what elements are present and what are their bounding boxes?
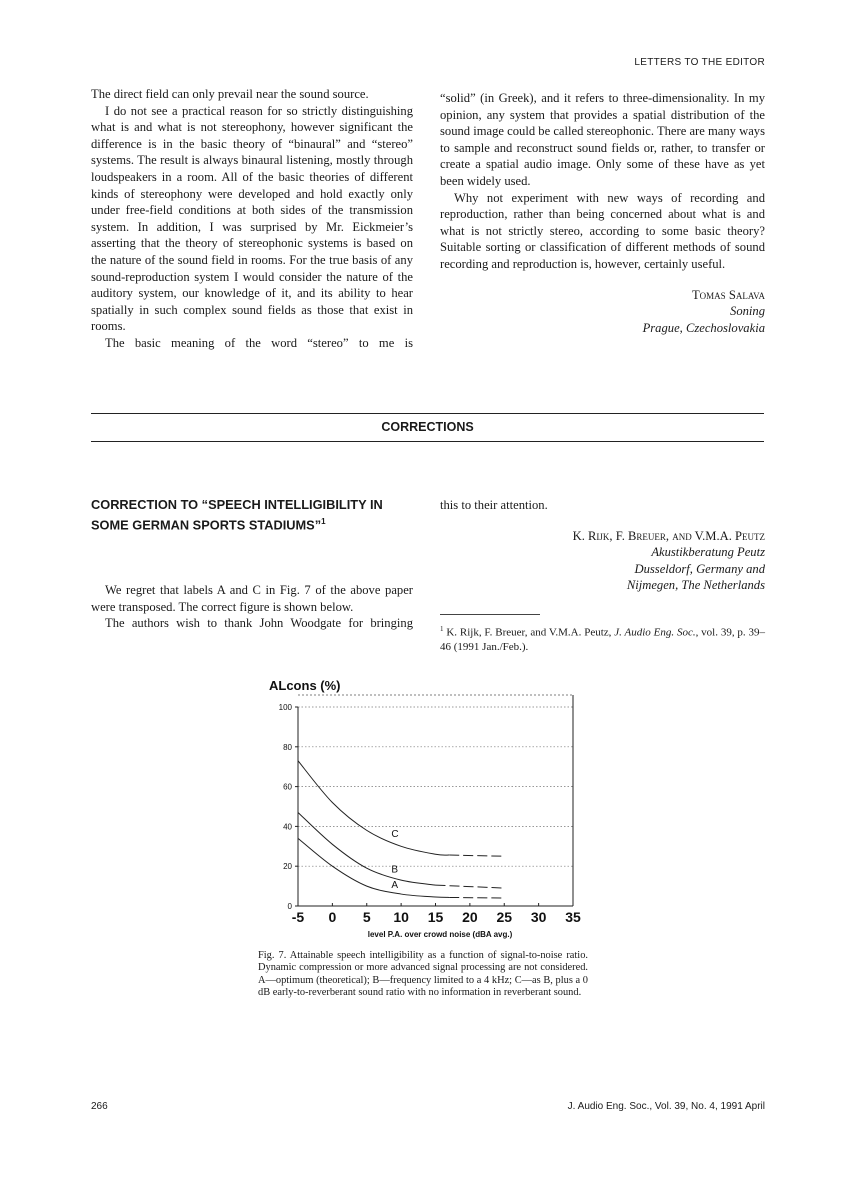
letter-paragraph: The direct field can only prevail near the sound source. [91,87,369,101]
figure-caption: Fig. 7. Attainable speech intelligibility as a function of signal-to-noise ratio. Dynamic compression or more advanced signal processing are not considered. A—optimum (theoretical); B—frequency limited to a 4 kHz; C—as B, plus a 0 dB early-to-reverberant sound ratio with no information in reverberant sound. [258,950,588,999]
x-tick-label: 0 [328,909,337,925]
x-tick-label: 20 [462,909,478,925]
correction-continuation: this to their attention. [440,498,548,512]
letter-author: Tomas Salava [691,287,765,302]
letter-affiliation: Soning [730,304,765,319]
page-number: 266 [91,1101,108,1112]
correction-title [91,496,391,533]
correction-title-text: CORRECTION TO “SPEECH INTELLIGIBILITY IN SOME GERMAN SPORTS STADIUMS” [91,497,383,533]
footnote-number: 1 [440,625,444,633]
correction-affiliation: Nijmegen, The Netherlands [626,578,765,593]
correction-authors: K. Rijk, F. Breuer, and V.M.A. Peutz [572,528,765,543]
correction-affiliation: Dusseldorf, Germany and [634,561,765,576]
letter-paragraph: The basic meaning of the word “stereo” to me is [105,335,413,350]
section-rule-bottom [91,441,764,442]
x-tick-label: 15 [427,909,444,925]
journal-citation: J. Audio Eng. Soc., Vol. 39, No. 4, 1991 April [567,1101,765,1112]
x-tick-label: 35 [565,909,581,925]
correction-paragraph: We regret that labels A and C in Fig. 7 of the above paper were transposed. The correct figure is shown below. [91,583,413,614]
letter-left-column [91,86,413,352]
letter-paragraph: “solid” (in Greek), and it refers to three-dimensionality. In my opinion, any system that provides a spatial distribution of the sound image could be called stereophonic. There are many ways to sample and reconstruct sound fields or, rather, to transfer or create a spatial audio image. Only some of these have as yet been widely used. [440,91,765,188]
series-line-B [298,812,436,885]
letter-paragraph: I do not see a practical reason for so strictly distinguishing what is and what is not stereophony, however significant the difference is in the basic theory of “binaural” and “stereo” systems. The result is always binaural listening, mostly through loudspeakers in a room. All of the basic theories of different kinds of stereophony were developed and hold exactly only under free-field conditions at both sides of the transmission system. In addition, I was surprised by Mr. Eickmeier’s asserting that the theory of stereophonic systems is based on the nature of the sound field in rooms. For the true basis of any sound-reproduction system I would consider the nature of the auditory system, our knowledge of it, and its ability to hear spatially in such complex sound fields as those that exist in rooms. [91,103,413,334]
x-tick-label: 25 [496,909,513,925]
series-line-C [298,761,449,855]
series-tail-C [449,855,504,856]
correction-signature [440,528,765,594]
letter-paragraph: Why not experiment with new ways of recording and reproduction, rather than being concerned about what is and what is not strictly stereo, according to some basic theory? Suitable sorting or classification of different methods of sound recording and reproduction is, however, certainly useful. [440,190,765,271]
chart-grid [298,707,573,866]
y-tick-label: 80 [283,742,292,752]
alcons-chart [255,672,600,942]
chart-ticks [279,703,581,925]
x-tick-label: 5 [362,909,371,925]
series-tail-B [436,885,505,888]
y-tick-label: 60 [283,782,292,792]
chart-x-axis-label: level P.A. over crowd noise (dBA avg.) [367,930,513,939]
x-tick-label: 30 [530,909,547,925]
footnote [440,622,765,655]
y-tick-label: 100 [278,703,292,712]
chart-frame [298,695,573,906]
correction-paragraph: The authors wish to thank John Woodgate for bringing [105,616,413,631]
y-tick-label: 20 [283,862,292,872]
x-tick-label: 10 [393,909,409,925]
y-tick-label: 40 [283,822,292,832]
section-title: CORRECTIONS [381,420,474,434]
footnote-tail: , vol. 39, p. 39–46 (1991 Jan./Feb.). [440,626,766,654]
series-tail-A [449,897,504,898]
chart-y-axis-label: ALcons (%) [269,678,341,693]
running-head: LETTERS TO THE EDITOR [634,57,765,68]
series-label-C: C [391,828,399,840]
letter-right-column [440,90,765,336]
series-label-A: A [391,879,399,891]
footnote-mark: 1 [321,517,326,526]
chart-series [298,761,504,898]
footnote-text: K. Rijk, F. Breuer, and V.M.A. Peutz, [446,626,615,639]
x-tick-label: -5 [291,909,305,925]
correction-right-column [440,497,765,594]
section-rule-top [91,413,764,414]
series-label-B: B [391,864,399,876]
footnote-journal: J. Audio Eng. Soc. [614,626,696,639]
letter-location: Prague, Czechoslovakia [642,320,765,335]
y-tick-label: 0 [287,902,292,911]
footnote-rule [440,614,540,615]
correction-body [91,582,413,632]
letter-signature [440,287,765,337]
series-line-A [298,838,449,897]
correction-affiliation: Akustikberatung Peutz [651,545,765,560]
